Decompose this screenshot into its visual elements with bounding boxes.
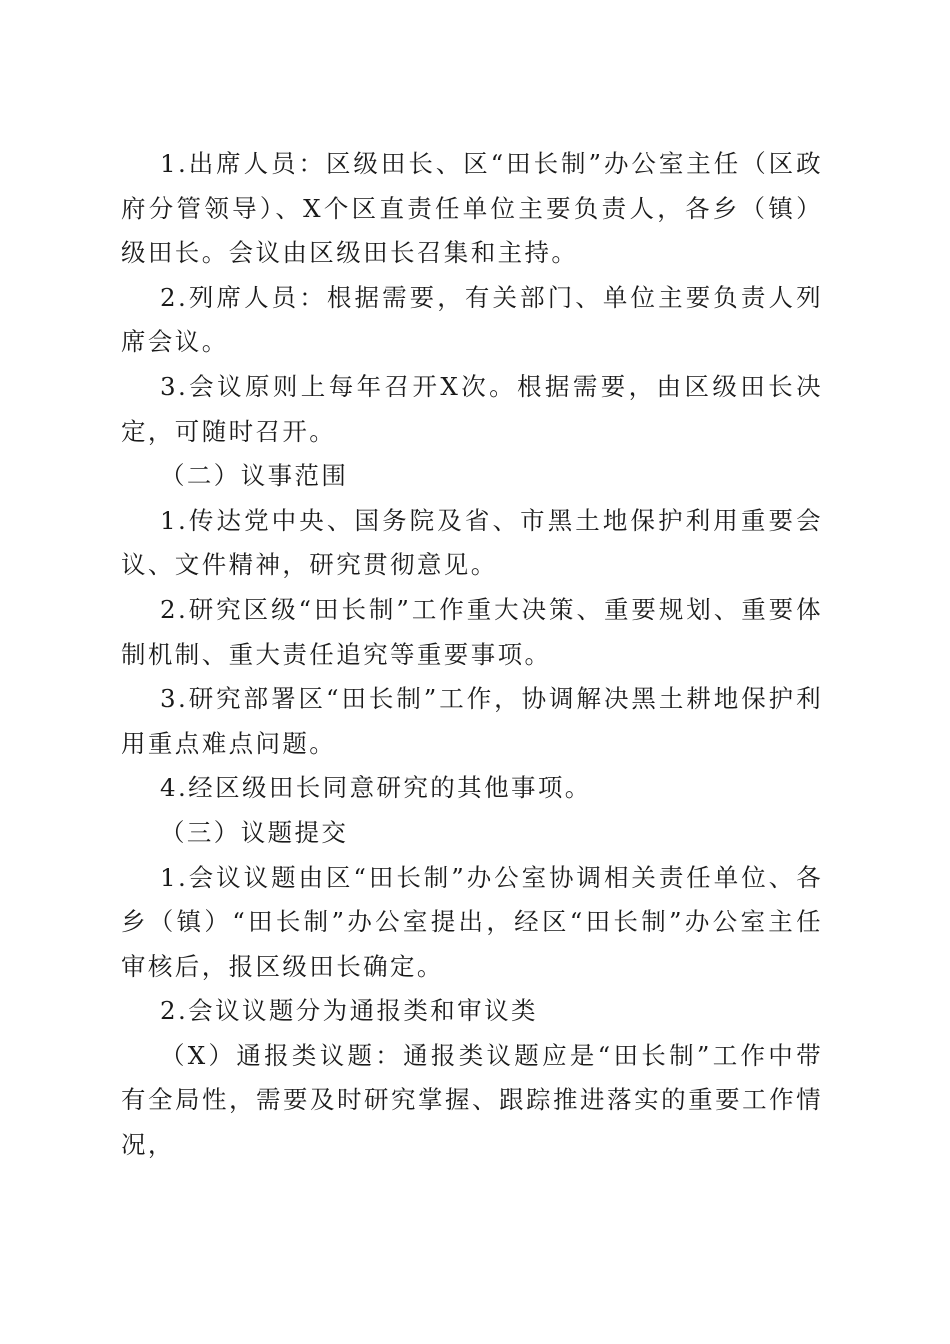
paragraph-scope-3: 3.研究部署区“田长制”工作，协调解决黑土耕地保护利用重点难点问题。: [121, 684, 823, 758]
paragraph-scope-4: 4.经区级田长同意研究的其他事项。: [160, 773, 592, 803]
section-heading-scope: （二）议事范围: [160, 461, 349, 491]
paragraph-submission-2: 2.会议议题分为通报类和审议类: [160, 996, 538, 1026]
paragraph-submission-1: 1.会议议题由区“田长制”办公室协调相关责任单位、各乡（镇）“田长制”办公室提出，经区“田长制”办公室主任审核后，报区级田长确定。: [121, 862, 823, 981]
paragraph-scope-2: 2.研究区级“田长制”工作重大决策、重要规划、重要体制机制、重大责任追究等重要事项。: [121, 594, 823, 669]
document-body: [121, 142, 823, 1168]
paragraph-observers: 2.列席人员：根据需要，有关部门、单位主要负责人列席会议。: [121, 282, 823, 357]
section-heading-submission: （三）议题提交: [160, 817, 349, 847]
paragraph-scope-1: 1.传达党中央、国务院及省、市黑土地保护利用重要会议、文件精神，研究贯彻意见。: [121, 505, 823, 580]
paragraph-notification-topics: （X）通报类议题：通报类议题应是“田长制”工作中带有全局性，需要及时研究掌握、跟踪推进落实的重要工作情况，: [121, 1040, 823, 1160]
paragraph-attendees: 1.出席人员：区级田长、区“田长制”办公室主任（区政府分管领导）、X个区直责任单位主要负责人，各乡（镇）级田长。会议由区级田长召集和主持。: [121, 149, 823, 268]
paragraph-meeting-frequency: 3.会议原则上每年召开X次。根据需要，由区级田长决定，可随时召开。: [121, 371, 823, 446]
